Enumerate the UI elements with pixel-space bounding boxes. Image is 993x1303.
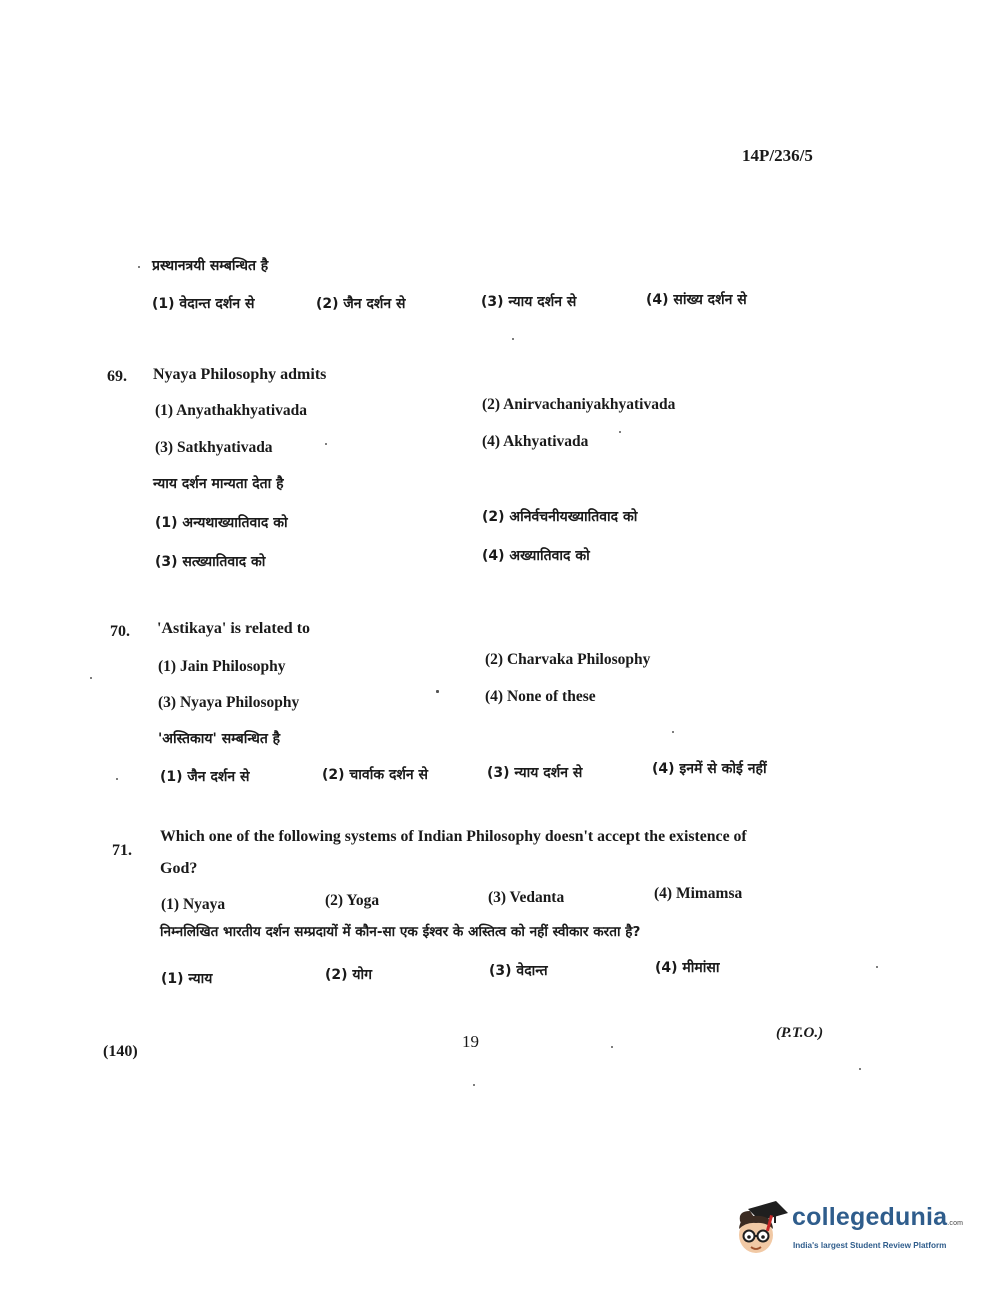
q71-hindi-option-3: (3) वेदान्त: [489, 963, 548, 979]
q68-hindi-stem: प्रस्थानत्रयी सम्बन्धित है: [152, 258, 269, 274]
scan-speck: [473, 1084, 475, 1086]
q69-hindi-option-2: (2) अनिर्वचनीयख्यातिवाद को: [482, 509, 638, 525]
q71-hindi-option-2: (2) योग: [325, 967, 373, 983]
page-number: 19: [462, 1032, 479, 1051]
q69-number: 69.: [107, 368, 127, 385]
q71-hindi-option-4: (4) मीमांसा: [655, 960, 720, 976]
logo-brand: collegedunia: [792, 1203, 948, 1231]
mascot-icon: [730, 1195, 790, 1261]
pto-label: (P.T.O.): [776, 1025, 824, 1041]
q70-number: 70.: [110, 623, 130, 640]
q68-hindi-option-1: (1) वेदान्त दर्शन से: [152, 296, 255, 312]
q69-hindi-option-3: (3) सत्ख्यातिवाद को: [155, 554, 266, 570]
q69-hindi-option-4: (4) अख्यातिवाद को: [482, 548, 590, 564]
scan-speck: [619, 431, 621, 433]
paper-code: 14P/236/5: [742, 146, 813, 165]
q69-question: Nyaya Philosophy admits: [153, 366, 327, 383]
q71-option-4: (4) Mimamsa: [654, 885, 743, 902]
q69-option-3: (3) Satkhyativada: [155, 439, 273, 456]
q70-option-4: (4) None of these: [485, 688, 596, 705]
q70-option-3: (3) Nyaya Philosophy: [158, 694, 300, 711]
q68-hindi-option-3: (3) न्याय दर्शन से: [481, 294, 577, 310]
q71-hindi-stem: निम्नलिखित भारतीय दर्शन सम्प्रदायों में कौन-सा एक ईश्वर के अस्तित्व को नहीं स्वीकार करता है?: [160, 924, 641, 940]
q71-number: 71.: [112, 842, 132, 859]
scan-speck: [512, 338, 514, 340]
scan-speck: [876, 966, 878, 968]
scan-speck: [116, 778, 118, 780]
set-code: (140): [103, 1043, 138, 1060]
collegedunia-watermark: [730, 1195, 964, 1265]
logo-brand-suffix: .com: [947, 1220, 964, 1227]
q71-question-line-2: God?: [160, 860, 198, 877]
q69-hindi-stem: न्याय दर्शन मान्यता देता है: [153, 476, 284, 492]
q70-question: 'Astikaya' is related to: [157, 620, 311, 637]
q70-option-2: (2) Charvaka Philosophy: [485, 651, 651, 668]
q70-hindi-option-2: (2) चार्वाक दर्शन से: [322, 767, 429, 783]
q70-hindi-option-3: (3) न्याय दर्शन से: [487, 765, 583, 781]
logo-tagline: India's largest Student Review Platform: [793, 1241, 947, 1250]
q70-hindi-stem: 'अस्तिकाय' सम्बन्धित है: [158, 731, 281, 747]
scan-speck: [436, 690, 439, 693]
q69-option-1: (1) Anyathakhyativada: [155, 402, 308, 419]
q68-hindi-option-4: (4) सांख्य दर्शन से: [646, 292, 747, 308]
q70-hindi-option-4: (4) इनमें से कोई नहीं: [652, 761, 767, 777]
scan-speck: [90, 677, 92, 679]
q71-question-line-1: Which one of the following systems of Indian Philosophy doesn't accept the existence of: [160, 828, 747, 845]
q71-option-3: (3) Vedanta: [488, 889, 565, 906]
scan-speck: [325, 443, 327, 445]
scan-speck: [859, 1068, 861, 1070]
q68-hindi-option-2: (2) जैन दर्शन से: [316, 296, 406, 312]
q69-option-2: (2) Anirvachaniyakhyativada: [482, 396, 676, 413]
q71-hindi-option-1: (1) न्याय: [161, 971, 213, 987]
q70-hindi-option-1: (1) जैन दर्शन से: [160, 769, 250, 785]
q70-option-1: (1) Jain Philosophy: [158, 658, 286, 675]
q69-hindi-option-1: (1) अन्यथाख्यातिवाद को: [155, 515, 288, 531]
scan-speck: [611, 1046, 613, 1048]
q71-option-1: (1) Nyaya: [161, 896, 226, 913]
q71-option-2: (2) Yoga: [325, 892, 380, 909]
q69-option-4: (4) Akhyativada: [482, 433, 589, 450]
scan-speck: [672, 731, 674, 733]
scan-speck: [138, 266, 140, 268]
